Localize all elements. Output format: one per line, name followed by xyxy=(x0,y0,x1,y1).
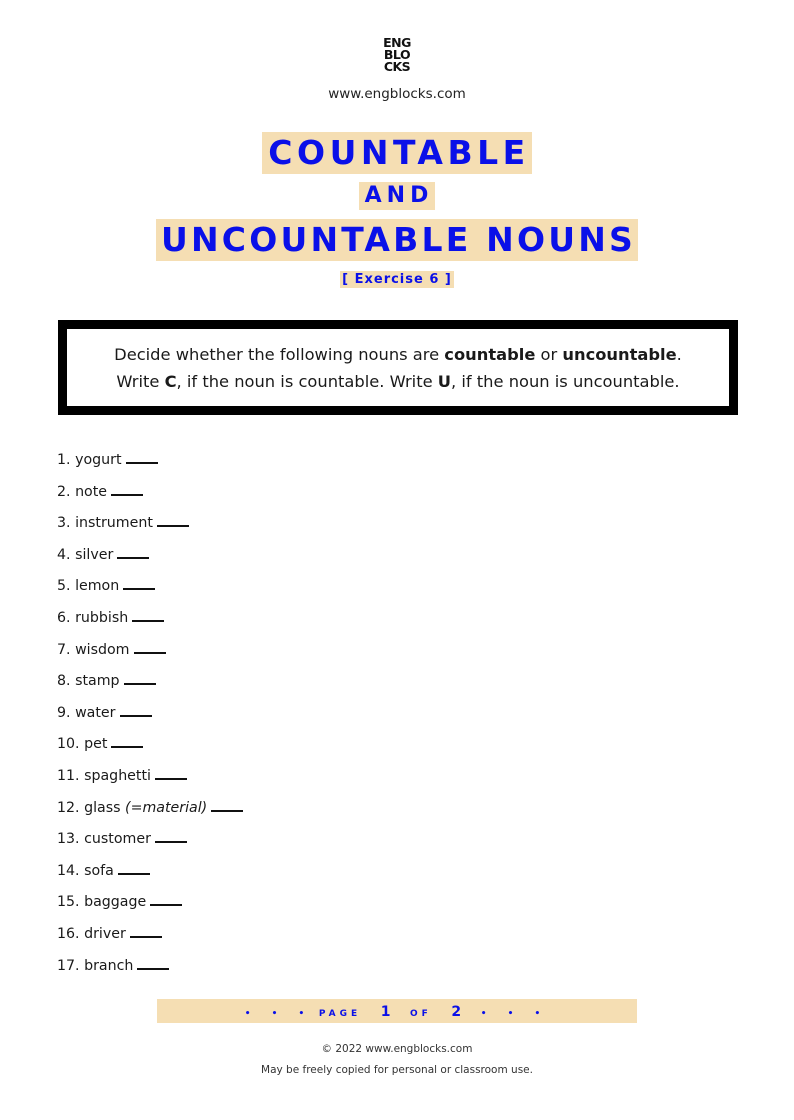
answer-blank[interactable] xyxy=(157,511,189,527)
answer-blank[interactable] xyxy=(155,827,187,843)
answer-blank[interactable] xyxy=(134,638,166,654)
item-number: 3. xyxy=(57,515,71,532)
of-label: OF xyxy=(410,1009,432,1019)
instr-text: Decide whether the following nouns are xyxy=(114,345,445,364)
instr-text: Write xyxy=(116,372,165,391)
item-word: instrument xyxy=(75,515,153,532)
answer-blank[interactable] xyxy=(111,732,143,748)
item-number: 8. xyxy=(57,673,71,690)
list-item xyxy=(57,764,187,784)
page-total: 2 xyxy=(451,1004,462,1020)
instructions-line-1 xyxy=(67,341,729,368)
item-word: stamp xyxy=(75,673,120,690)
item-word: pet xyxy=(84,736,108,753)
dots-left: • • • xyxy=(244,1009,314,1019)
list-item xyxy=(57,859,150,879)
answer-blank[interactable] xyxy=(117,543,149,559)
answer-blank[interactable] xyxy=(111,480,143,496)
engblocks-logo xyxy=(0,37,794,73)
title-countable: COUNTABLE xyxy=(262,132,531,174)
instr-bold-uncountable: uncountable xyxy=(562,345,677,364)
page-current: 1 xyxy=(380,1004,391,1020)
dots-right: • • • xyxy=(480,1009,550,1019)
title-line-1 xyxy=(0,132,794,174)
list-item xyxy=(57,954,169,974)
answer-blank[interactable] xyxy=(130,922,162,938)
item-number: 17. xyxy=(57,957,80,974)
list-item xyxy=(57,574,155,594)
list-item xyxy=(57,922,162,942)
list-item xyxy=(57,732,143,752)
item-number: 10. xyxy=(57,736,80,753)
item-number: 4. xyxy=(57,546,71,563)
instr-text: , if the noun is uncountable. xyxy=(451,372,680,391)
answer-blank[interactable] xyxy=(137,954,169,970)
title-uncountable-nouns: UNCOUNTABLE NOUNS xyxy=(156,219,638,261)
answer-blank[interactable] xyxy=(150,890,182,906)
instr-text: or xyxy=(535,345,563,364)
item-number: 16. xyxy=(57,926,80,942)
instr-bold-countable: countable xyxy=(444,345,536,364)
item-word: wisdom xyxy=(75,641,130,658)
logo-line-1: ENG xyxy=(383,35,411,50)
title-line-3 xyxy=(0,219,794,261)
item-number: 1. xyxy=(57,452,71,468)
item-number: 15. xyxy=(57,894,80,911)
instructions-box xyxy=(58,320,738,415)
answer-blank[interactable] xyxy=(132,606,164,622)
item-number: 11. xyxy=(57,768,80,784)
list-item xyxy=(57,890,182,910)
item-number: 6. xyxy=(57,610,71,626)
list-item xyxy=(57,511,189,531)
list-item xyxy=(57,796,243,816)
item-word: glass xyxy=(84,799,121,816)
list-item xyxy=(57,543,149,563)
copyright-text: © 2022 www.engblocks.com xyxy=(321,1043,473,1055)
list-item xyxy=(57,480,143,500)
list-item xyxy=(57,669,156,689)
exercise-label: [ Exercise 6 ] xyxy=(342,272,452,287)
answer-blank[interactable] xyxy=(126,448,158,464)
page-indicator-bar xyxy=(157,999,637,1023)
item-number: 5. xyxy=(57,578,71,595)
item-note: (=material) xyxy=(125,799,208,816)
answer-blank[interactable] xyxy=(124,669,156,685)
list-item xyxy=(57,448,158,468)
list-item xyxy=(57,638,166,658)
item-word: yogurt xyxy=(75,452,122,468)
license-text: May be freely copied for personal or classroom use. xyxy=(261,1064,533,1076)
item-word: sofa xyxy=(84,862,114,879)
list-item xyxy=(57,701,152,721)
item-word: customer xyxy=(84,831,151,848)
answer-blank[interactable] xyxy=(211,796,243,812)
item-number: 7. xyxy=(57,641,71,658)
item-word: branch xyxy=(84,957,134,974)
item-number: 14. xyxy=(57,862,80,879)
item-number: 9. xyxy=(57,704,71,721)
item-number: 2. xyxy=(57,483,71,500)
exercise-label-line xyxy=(0,268,794,288)
website-link[interactable]: www.engblocks.com xyxy=(328,86,466,102)
item-word: driver xyxy=(84,926,126,942)
title-and: AND xyxy=(359,182,436,210)
item-word: water xyxy=(75,704,116,721)
instr-text: , if the noun is countable. Write xyxy=(176,372,438,391)
title-line-2 xyxy=(0,182,794,210)
item-word: rubbish xyxy=(75,610,129,626)
item-word: silver xyxy=(75,546,114,563)
answer-blank[interactable] xyxy=(120,701,152,717)
answer-blank[interactable] xyxy=(155,764,187,780)
item-word: lemon xyxy=(75,578,120,595)
item-word: note xyxy=(75,483,108,500)
answer-blank[interactable] xyxy=(123,574,155,590)
instructions-line-2 xyxy=(67,368,729,395)
page-label: PAGE xyxy=(318,1009,362,1019)
item-number: 13. xyxy=(57,831,80,848)
instr-bold-c: C xyxy=(164,372,177,391)
logo-line-2: BLO xyxy=(383,47,411,62)
instr-bold-u: U xyxy=(437,372,452,391)
list-item xyxy=(57,827,187,847)
logo-line-3: CKS xyxy=(383,59,411,74)
item-number: 12. xyxy=(57,799,80,816)
instr-text: . xyxy=(676,345,682,364)
answer-blank[interactable] xyxy=(118,859,150,875)
item-word: baggage xyxy=(84,894,147,911)
item-word: spaghetti xyxy=(84,768,151,784)
list-item xyxy=(57,606,164,626)
